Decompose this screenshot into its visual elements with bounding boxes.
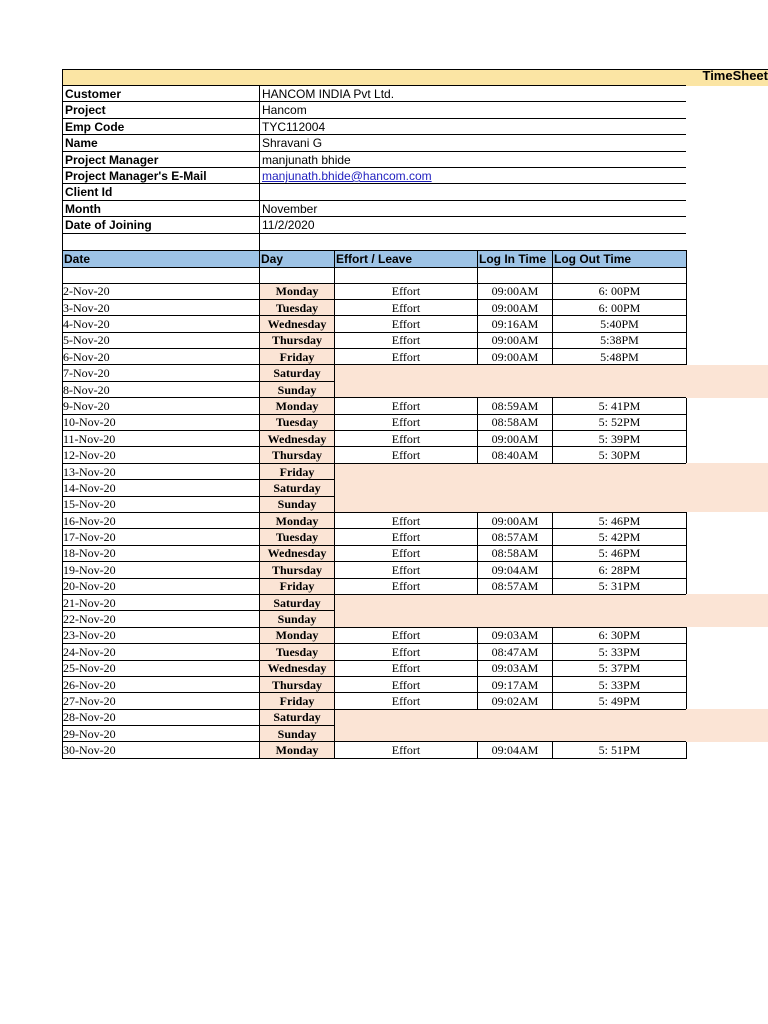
date-cell[interactable]: 16-Nov-20: [63, 512, 260, 528]
effort-cell[interactable]: Effort: [335, 644, 478, 660]
info-value: HANCOM INDIA Pvt Ltd.: [262, 87, 395, 101]
info-label: Date of Joining: [65, 218, 152, 233]
effort-cell[interactable]: Effort: [335, 512, 478, 528]
logout-time-cell[interactable]: 5: 46PM: [553, 512, 687, 528]
day-cell[interactable]: Thursday: [260, 562, 335, 578]
info-separator: [259, 86, 260, 102]
day-cell[interactable]: Sunday: [260, 611, 335, 627]
weekend-band-extension: [686, 480, 768, 496]
effort-cell[interactable]: Effort: [335, 742, 478, 758]
day-cell[interactable]: Saturday: [260, 594, 335, 610]
weekend-band-extension: [686, 611, 768, 627]
date-cell[interactable]: 11-Nov-20: [63, 431, 260, 447]
date-cell[interactable]: 5-Nov-20: [63, 332, 260, 348]
info-value: 11/2/2020: [262, 218, 315, 233]
date-cell[interactable]: 12-Nov-20: [63, 447, 260, 463]
day-cell[interactable]: Sunday: [260, 381, 335, 397]
date-cell[interactable]: 23-Nov-20: [63, 627, 260, 643]
day-cell[interactable]: Monday: [260, 283, 335, 299]
date-cell[interactable]: 6-Nov-20: [63, 349, 260, 365]
logout-time-cell[interactable]: 5: 52PM: [553, 414, 687, 430]
table-row: [63, 496, 687, 512]
day-cell[interactable]: Wednesday: [260, 545, 335, 561]
info-separator: [259, 168, 260, 184]
logout-time-cell[interactable]: 5: 39PM: [553, 431, 687, 447]
effort-cell[interactable]: Effort: [335, 447, 478, 463]
column-header-login: Log In Time: [478, 250, 553, 267]
day-cell[interactable]: Wednesday: [260, 660, 335, 676]
info-row: [62, 86, 686, 102]
info-email-link[interactable]: manjunath.bhide@hancom.com: [262, 168, 432, 183]
date-cell[interactable]: 4-Nov-20: [63, 316, 260, 332]
info-separator: [259, 217, 260, 233]
spacer-separator: [259, 234, 260, 250]
info-separator: [259, 135, 260, 151]
date-cell[interactable]: 25-Nov-20: [63, 660, 260, 676]
effort-cell[interactable]: Effort: [335, 316, 478, 332]
login-time-cell[interactable]: 09:03AM: [478, 660, 553, 676]
sheet-title: TimeSheet: [702, 68, 768, 83]
effort-cell[interactable]: Effort: [335, 660, 478, 676]
date-cell[interactable]: 22-Nov-20: [63, 611, 260, 627]
login-time-cell[interactable]: 09:17AM: [478, 676, 553, 692]
info-label: Month: [65, 201, 101, 216]
date-cell[interactable]: 18-Nov-20: [63, 545, 260, 561]
table-row: [63, 611, 687, 627]
day-cell[interactable]: Friday: [260, 693, 335, 709]
info-label: Project Manager's E-Mail: [65, 168, 207, 183]
logout-time-cell[interactable]: 5:38PM: [553, 332, 687, 348]
effort-cell[interactable]: Effort: [335, 562, 478, 578]
login-time-cell[interactable]: 09:04AM: [478, 742, 553, 758]
day-cell[interactable]: Wednesday: [260, 316, 335, 332]
day-cell[interactable]: Saturday: [260, 709, 335, 725]
effort-cell[interactable]: Effort: [335, 431, 478, 447]
weekend-band-extension: [686, 496, 768, 512]
empty-row: [63, 267, 687, 283]
day-cell[interactable]: Friday: [260, 349, 335, 365]
table-row: [63, 431, 687, 447]
logout-time-cell[interactable]: 5: 30PM: [553, 447, 687, 463]
date-cell[interactable]: 2-Nov-20: [63, 283, 260, 299]
table-row: [63, 594, 687, 610]
date-cell[interactable]: 17-Nov-20: [63, 529, 260, 545]
logout-time-cell[interactable]: 5: 37PM: [553, 660, 687, 676]
day-cell[interactable]: Thursday: [260, 332, 335, 348]
table-row: [63, 463, 687, 479]
logout-time-cell[interactable]: 6: 00PM: [553, 299, 687, 315]
date-cell[interactable]: 3-Nov-20: [63, 299, 260, 315]
weekend-fill[interactable]: [335, 496, 687, 512]
login-time-cell[interactable]: 09:00AM: [478, 332, 553, 348]
date-cell[interactable]: 28-Nov-20: [63, 709, 260, 725]
empty-cell[interactable]: [478, 267, 553, 283]
day-cell[interactable]: Sunday: [260, 496, 335, 512]
info-label: Project: [65, 103, 106, 118]
table-row: [63, 414, 687, 430]
day-cell[interactable]: Tuesday: [260, 299, 335, 315]
logout-time-cell[interactable]: 6: 30PM: [553, 627, 687, 643]
info-row: [62, 184, 686, 200]
table-row: [63, 578, 687, 594]
effort-cell[interactable]: Effort: [335, 627, 478, 643]
info-label: Client Id: [65, 185, 113, 200]
date-cell[interactable]: 20-Nov-20: [63, 578, 260, 594]
logout-time-cell[interactable]: 5: 33PM: [553, 644, 687, 660]
effort-cell[interactable]: Effort: [335, 299, 478, 315]
logout-time-cell[interactable]: 5:48PM: [553, 349, 687, 365]
timesheet: [62, 69, 768, 759]
login-time-cell[interactable]: 09:03AM: [478, 627, 553, 643]
day-cell[interactable]: Sunday: [260, 726, 335, 742]
day-cell[interactable]: Friday: [260, 578, 335, 594]
effort-cell[interactable]: Effort: [335, 693, 478, 709]
info-row: [62, 102, 686, 118]
table-row: [63, 512, 687, 528]
logout-time-cell[interactable]: 5: 49PM: [553, 693, 687, 709]
weekend-fill[interactable]: [335, 594, 687, 610]
info-label: Customer: [65, 87, 122, 101]
table-header-row: [63, 250, 687, 267]
weekend-band-extension: [686, 381, 768, 397]
table-row: [63, 398, 687, 414]
weekend-fill[interactable]: [335, 480, 687, 496]
weekend-band-extension: [686, 594, 768, 610]
title-band: [62, 69, 768, 86]
table-row: [63, 316, 687, 332]
day-cell[interactable]: Wednesday: [260, 431, 335, 447]
day-cell[interactable]: Thursday: [260, 676, 335, 692]
table-row: [63, 349, 687, 365]
table-row: [63, 529, 687, 545]
table-row: [63, 365, 687, 381]
info-block: [62, 86, 768, 234]
column-header-logout: Log Out Time: [553, 250, 687, 267]
logout-time-cell[interactable]: 5: 31PM: [553, 578, 687, 594]
date-cell[interactable]: 19-Nov-20: [63, 562, 260, 578]
effort-cell[interactable]: Effort: [335, 332, 478, 348]
day-cell[interactable]: Saturday: [260, 365, 335, 381]
info-separator: [259, 119, 260, 135]
date-cell[interactable]: 14-Nov-20: [63, 480, 260, 496]
column-header-date: Date: [63, 250, 260, 267]
info-separator: [259, 201, 260, 217]
login-time-cell[interactable]: 09:04AM: [478, 562, 553, 578]
info-separator: [259, 184, 260, 200]
info-label: Emp Code: [65, 119, 125, 134]
table-row: [63, 627, 687, 643]
table-row: [63, 545, 687, 561]
date-cell[interactable]: 15-Nov-20: [63, 496, 260, 512]
weekend-fill[interactable]: [335, 463, 687, 479]
date-cell[interactable]: 10-Nov-20: [63, 414, 260, 430]
column-header-effort: Effort / Leave: [335, 250, 478, 267]
effort-cell[interactable]: Effort: [335, 529, 478, 545]
date-cell[interactable]: 13-Nov-20: [63, 463, 260, 479]
logout-time-cell[interactable]: 5: 46PM: [553, 545, 687, 561]
date-cell[interactable]: 26-Nov-20: [63, 676, 260, 692]
login-time-cell[interactable]: 09:16AM: [478, 316, 553, 332]
login-time-cell[interactable]: 08:57AM: [478, 529, 553, 545]
info-row: [62, 152, 686, 168]
day-cell[interactable]: Monday: [260, 627, 335, 643]
login-time-cell[interactable]: 09:00AM: [478, 299, 553, 315]
date-cell[interactable]: 30-Nov-20: [63, 742, 260, 758]
table-row: [63, 283, 687, 299]
day-cell[interactable]: Tuesday: [260, 644, 335, 660]
table-row: [63, 480, 687, 496]
info-separator: [259, 152, 260, 168]
table-row: [63, 332, 687, 348]
effort-cell[interactable]: Effort: [335, 414, 478, 430]
empty-cell[interactable]: [260, 267, 335, 283]
login-time-cell[interactable]: 08:57AM: [478, 578, 553, 594]
login-time-cell[interactable]: 08:58AM: [478, 414, 553, 430]
date-cell[interactable]: 29-Nov-20: [63, 726, 260, 742]
timesheet-table: [62, 250, 687, 759]
info-row: [62, 217, 686, 233]
weekend-band-extension: [686, 726, 768, 742]
date-cell[interactable]: 7-Nov-20: [63, 365, 260, 381]
info-value: manjunath bhide: [262, 152, 351, 167]
login-time-cell[interactable]: 08:59AM: [478, 398, 553, 414]
login-time-cell[interactable]: 09:00AM: [478, 512, 553, 528]
effort-cell[interactable]: Effort: [335, 283, 478, 299]
table-row: [63, 447, 687, 463]
effort-cell[interactable]: Effort: [335, 676, 478, 692]
weekend-band-extension: [686, 709, 768, 725]
title-row: [62, 69, 768, 86]
date-cell[interactable]: 24-Nov-20: [63, 644, 260, 660]
weekend-band-extension: [686, 365, 768, 381]
login-time-cell[interactable]: 09:00AM: [478, 431, 553, 447]
day-cell[interactable]: Tuesday: [260, 529, 335, 545]
info-label: Project Manager: [65, 152, 159, 167]
spacer-row: [62, 234, 686, 250]
login-time-cell[interactable]: 08:58AM: [478, 545, 553, 561]
column-header-day: Day: [260, 250, 335, 267]
day-cell[interactable]: Tuesday: [260, 414, 335, 430]
table-row: [63, 676, 687, 692]
empty-cell[interactable]: [553, 267, 687, 283]
date-cell[interactable]: 21-Nov-20: [63, 594, 260, 610]
weekend-fill[interactable]: [335, 365, 687, 381]
day-cell[interactable]: Friday: [260, 463, 335, 479]
effort-cell[interactable]: Effort: [335, 578, 478, 594]
table-row: [63, 726, 687, 742]
info-value: TYC112004: [262, 119, 326, 134]
table-row: [63, 644, 687, 660]
table-row: [63, 660, 687, 676]
weekend-band-extension: [686, 463, 768, 479]
date-cell[interactable]: 27-Nov-20: [63, 693, 260, 709]
login-time-cell[interactable]: 09:00AM: [478, 283, 553, 299]
empty-cell[interactable]: [335, 267, 478, 283]
logout-time-cell[interactable]: 6: 28PM: [553, 562, 687, 578]
info-value: November: [262, 201, 318, 216]
day-cell[interactable]: Monday: [260, 512, 335, 528]
day-cell[interactable]: Saturday: [260, 480, 335, 496]
info-row: [62, 119, 686, 135]
table-row: [63, 562, 687, 578]
date-cell[interactable]: 9-Nov-20: [63, 398, 260, 414]
empty-cell[interactable]: [63, 267, 260, 283]
logout-time-cell[interactable]: 5: 33PM: [553, 676, 687, 692]
weekend-fill[interactable]: [335, 381, 687, 397]
logout-time-cell[interactable]: 5: 41PM: [553, 398, 687, 414]
login-time-cell[interactable]: 09:02AM: [478, 693, 553, 709]
effort-cell[interactable]: Effort: [335, 545, 478, 561]
day-cell[interactable]: Monday: [260, 398, 335, 414]
weekend-fill[interactable]: [335, 611, 687, 627]
login-time-cell[interactable]: 09:00AM: [478, 349, 553, 365]
day-cell[interactable]: Monday: [260, 742, 335, 758]
logout-time-cell[interactable]: 5:40PM: [553, 316, 687, 332]
login-time-cell[interactable]: 08:40AM: [478, 447, 553, 463]
info-value: Hancom: [262, 103, 307, 118]
logout-time-cell[interactable]: 5: 42PM: [553, 529, 687, 545]
table-row: [63, 693, 687, 709]
info-separator: [259, 102, 260, 118]
login-time-cell[interactable]: 08:47AM: [478, 644, 553, 660]
day-cell[interactable]: Thursday: [260, 447, 335, 463]
effort-cell[interactable]: Effort: [335, 349, 478, 365]
info-value: Shravani G: [262, 136, 323, 151]
info-label: Name: [65, 136, 98, 151]
info-row: [62, 135, 686, 151]
weekend-fill[interactable]: [335, 726, 687, 742]
table-row: [63, 709, 687, 725]
date-cell[interactable]: 8-Nov-20: [63, 381, 260, 397]
weekend-fill[interactable]: [335, 709, 687, 725]
table-row: [63, 381, 687, 397]
info-row: [62, 201, 686, 217]
logout-time-cell[interactable]: 5: 51PM: [553, 742, 687, 758]
info-row: [62, 168, 686, 184]
table-row: [63, 742, 687, 758]
logout-time-cell[interactable]: 6: 00PM: [553, 283, 687, 299]
table-row: [63, 299, 687, 315]
effort-cell[interactable]: Effort: [335, 398, 478, 414]
